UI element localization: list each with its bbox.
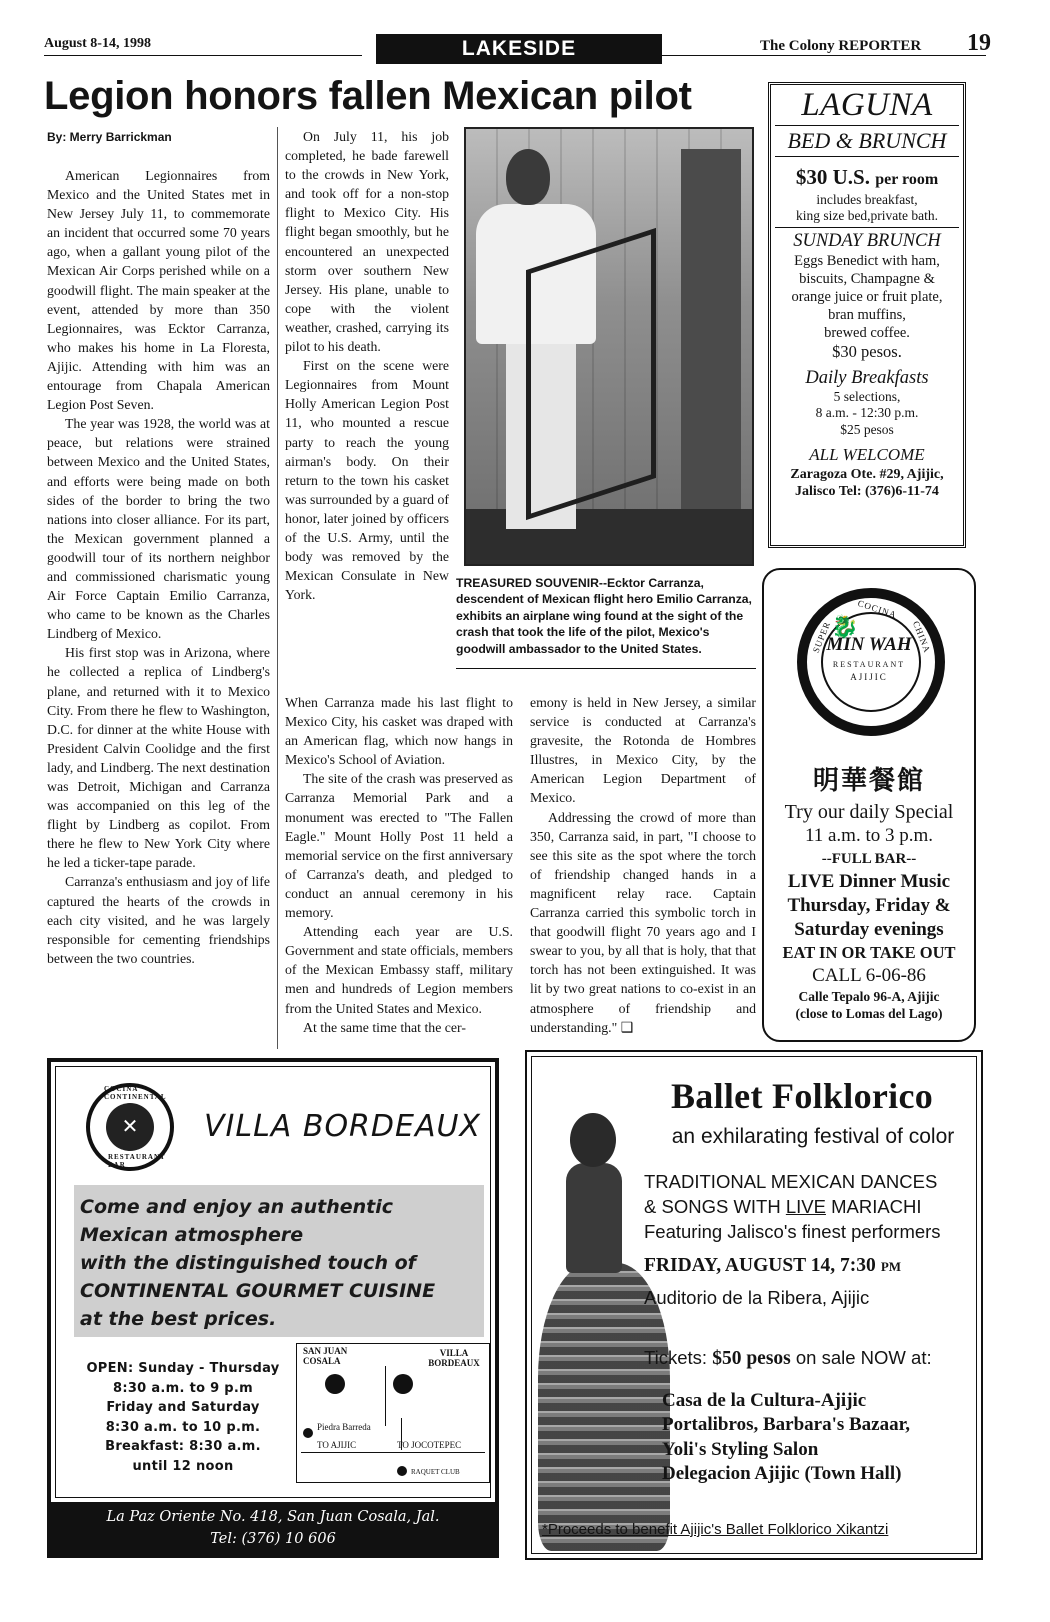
map-road — [385, 1366, 386, 1426]
article-byline: By: Merry Barrickman — [47, 130, 172, 144]
ad-line: CALL 6-06-86 — [812, 965, 926, 986]
ad-line: Saturday evenings — [794, 919, 944, 940]
article-photo — [464, 127, 754, 566]
ad-line: Try our daily Special — [784, 801, 954, 823]
brunch-heading: SUNDAY BRUNCH — [793, 230, 941, 251]
laguna-price — [771, 165, 963, 192]
ad-line: 11 a.m. to 3 p.m. — [804, 825, 934, 846]
article-paragraph: Carranza's enthusiasm and joy of life captured the hearts of the crowds in each city visited, and he was largely responsible for cementing friendships between the two countries. — [47, 874, 270, 966]
ad-line: Calle Tepalo 96-A, Ajijic — [798, 989, 940, 1004]
ballet-venue: Auditorio de la Ribera, Ajijic — [644, 1287, 870, 1308]
dancer-head — [570, 1113, 616, 1167]
villa-tagline — [74, 1185, 484, 1337]
map-marker-icon — [397, 1466, 407, 1476]
dragon-icon: 🐉 — [831, 614, 859, 639]
brunch-item: biscuits, Champagne & — [799, 270, 935, 287]
tickets-text: on sale NOW at: — [790, 1347, 932, 1368]
ballet-footnote: *Proceeds to benefit Ajijic's Ballet Folklorico Xikantzi — [542, 1521, 889, 1538]
tagline-line: with the distinguished touch of — [80, 1252, 416, 1274]
min-wah-details — [764, 800, 974, 1022]
ballet-line: Featuring Jalisco's finest performers — [644, 1221, 941, 1242]
ad-line: (close to Lomas del Lago) — [795, 1006, 943, 1021]
airplane-wing — [526, 228, 656, 520]
ad-line: --FULL BAR-- — [821, 851, 917, 867]
laguna-address: Jalisco Tel: (376)6-11-74 — [795, 484, 939, 500]
villa-seal — [86, 1083, 174, 1171]
article-column-4 — [530, 693, 756, 1037]
hours-line: 8:30 a.m. to 10 p.m. — [105, 1419, 261, 1435]
masthead-rule — [44, 55, 362, 56]
welcome-text: ALL WELCOME — [809, 445, 925, 465]
newspaper-name: The Colony REPORTER — [760, 38, 922, 54]
section-banner: LAKESIDE — [376, 34, 662, 64]
tickets-text: Tickets: — [644, 1347, 713, 1368]
caption-rule — [456, 668, 756, 669]
logo-text: CHINA — [910, 619, 933, 655]
article-column-2 — [285, 127, 449, 604]
laguna-includes: king size bed,private bath. — [795, 208, 939, 224]
tagline-line: at the best prices. — [80, 1308, 277, 1330]
map-label: VILLA BORDEAUX — [428, 1348, 480, 1368]
tagline-line: Come and enjoy an authentic — [80, 1196, 394, 1218]
seal-text: RESTAURANT BAR — [108, 1153, 166, 1169]
article-paragraph: On July 11, his job completed, he bade farewell to the crowds in New York, and took off for a non-stop flight to Mexico City. His flight began smoothly, but he encountered an unexpected storm over southern New Jersey. His plane, unable to cope with the violent weather, crashed, carrying its pilot to his death. — [285, 129, 449, 355]
laguna-includes: includes breakfast, — [816, 192, 918, 207]
breakfast-heading: Daily Breakfasts — [805, 367, 929, 388]
logo-text: SUPER — [810, 619, 833, 655]
ballet-subtitle: an exhilarating festival of color — [671, 1125, 955, 1148]
article-paragraph: First on the scene were Legionnaires from Mount Holly American Legion Post 11, who mounted a rescue party to reach the young airman's body. On their return to the town his casket was surrounded by a guard of honor, later joined by officers of the U.S. Army, until the body was removed by the Mexican Consulate in New York. — [285, 358, 449, 603]
column-divider — [277, 127, 278, 1049]
issue-date: August 8-14, 1998 — [44, 36, 151, 51]
masthead-rule — [650, 55, 986, 56]
breakfast-detail: $25 pesos — [840, 421, 894, 437]
ad-line: EAT IN OR TAKE OUT — [782, 943, 956, 962]
ballet-text: LIVE — [785, 1196, 826, 1217]
hours-line: OPEN: Sunday - Thursday — [86, 1361, 280, 1376]
ballet-details — [644, 1169, 974, 1310]
date-pm: PM — [880, 1259, 902, 1274]
villa-address: La Paz Oriente No. 418, San Juan Cosala, Jal. — [106, 1509, 440, 1525]
brunch-item: bran muffins, — [828, 306, 906, 323]
outlet: Delegacion Ajijic (Town Hall) — [662, 1463, 902, 1485]
tickets-price: $50 pesos — [712, 1348, 791, 1369]
tagline-line: Mexican atmosphere — [80, 1224, 304, 1246]
min-wah-ad — [762, 568, 976, 1042]
logo-text: RESTAURANT — [832, 660, 906, 669]
ad-line: LIVE Dinner Music — [787, 871, 951, 892]
crossed-utensils-icon: ✕ — [106, 1103, 154, 1151]
article-paragraph: His first stop was in Arizona, where he collected a replica of Lindberg's plane, and returned with it to Mexico City. From there he flew to Washington, D.C. for dinner at the white House with President Calvin Coolidge and the first lady, and Lindberg. The next destination was Detroit, Michigan and Carranza was accompanied on this leg of the flight by Lindberg as copilot. From there he flew to New York City where he led a ticker-tape parade. — [47, 645, 270, 871]
outlet: Portalibros, Barbara's Bazaar, — [662, 1414, 911, 1436]
map-marker-icon — [303, 1428, 313, 1438]
ad-rule — [775, 156, 959, 157]
ticket-outlets — [662, 1389, 974, 1487]
ballet-line: TRADITIONAL MEXICAN DANCES — [644, 1171, 938, 1192]
breakfast-detail: 5 selections, — [833, 388, 901, 404]
villa-bordeaux-ad — [47, 1058, 499, 1558]
hours-line: Breakfast: 8:30 a.m. — [105, 1439, 261, 1454]
map-marker-icon — [325, 1374, 345, 1394]
hours-line: until 12 noon — [132, 1458, 234, 1474]
laguna-title: LAGUNA — [801, 87, 933, 123]
map-marker-icon — [393, 1374, 413, 1394]
price-amount: $30 U.S. — [795, 165, 870, 189]
tagline-line: CONTINENTAL GOURMET CUISINE — [80, 1280, 436, 1302]
ad-rule — [775, 125, 959, 126]
map-highway — [301, 1452, 485, 1453]
laguna-subtitle: BED & BRUNCH — [787, 128, 947, 153]
article-column-3 — [285, 693, 513, 1037]
brunch-item: Eggs Benedict with ham, — [794, 252, 940, 269]
logo-text: COCINA — [856, 597, 899, 621]
article-paragraph: The site of the crash was preserved as Carranza Memorial Park and a monument was erected to "The Fallen Eagle." Mount Holly Post 11 held a memorial service on the first anniversary of Carranza's death, and pledged to conduct an annual ceremony in his memory. — [285, 771, 513, 921]
ad-line: Thursday, Friday & — [787, 895, 951, 916]
brunch-item: orange juice or fruit plate, — [791, 288, 943, 305]
map-label: RAQUET CLUB — [411, 1468, 460, 1476]
photo-man-head — [506, 149, 550, 205]
min-wah-logo — [797, 588, 945, 736]
logo-name: MIN WAH — [826, 634, 912, 655]
logo-text: AJIJIC — [850, 672, 888, 682]
map-label: TO JOCOTEPEC — [397, 1440, 462, 1450]
article-column-1 — [47, 166, 270, 968]
brunch-item: brewed coffee. — [824, 324, 910, 341]
price-unit: per room — [875, 171, 939, 188]
article-paragraph: emony is held in New Jersey, a similar service is conducted at Carranza's gravesite, the Rotonda de Hombres Illustres, in Mexico City, by the American Legion Department of Mexico. — [530, 695, 756, 806]
photo-door — [681, 149, 741, 549]
villa-footer — [51, 1502, 495, 1554]
villa-frame — [55, 1066, 491, 1498]
villa-phone: Tel: (376) 10 606 — [210, 1531, 336, 1547]
ballet-date — [644, 1252, 974, 1279]
article-paragraph: At the same time that the cer- — [303, 1019, 466, 1035]
ballet-text: & SONGS WITH — [644, 1196, 786, 1217]
article-paragraph: Addressing the crowd of more than 350, Carranza said, in part, "I choose to see this site as the spot where the torch of friendship changed hands in a magnificent relay race. Captain Carranza carried this symbolic torch in that goodwill flight 70 years ago and I swear to you, by all that is holy, that that torch has not been extinguished. It was lit by two great nations to co-exist in an atmosphere of friendship and understanding." ❑ — [530, 809, 756, 1035]
ballet-frame — [531, 1056, 977, 1554]
seal-text: COCINA CONTINENTAL — [104, 1085, 167, 1101]
ballet-title: Ballet Folklorico — [670, 1076, 934, 1116]
chinese-name: 明華餐館 — [812, 766, 925, 795]
laguna-address: Zaragoza Ote. #29, Ajijic, — [790, 467, 944, 483]
outlet: Yoli's Styling Salon — [662, 1438, 819, 1460]
article-paragraph: The year was 1928, the world was at peace, but relations were strained between Mexico and the United States, and efforts were being made on both sides of the border to bring the two nations into closer alliance. For its part, the Mexican government planned a goodwill tour of its northern neighbor and commissioned charismatic young Air Force Captain Emilio Carranza, who came to be known as the Charles Lindberg of Mexico. — [47, 416, 270, 642]
article-paragraph: When Carranza made his last flight to Mexico City, his casket was draped with an American flag, which now hangs in Mexico's School of Aviation. — [285, 695, 513, 768]
outlet: Casa de la Cultura-Ajijic — [662, 1390, 867, 1411]
laguna-ad — [768, 82, 966, 548]
dancer-torso — [566, 1163, 622, 1273]
ad-rule — [775, 227, 959, 228]
location-map — [296, 1343, 490, 1483]
map-label: SAN JUAN COSALA — [303, 1346, 348, 1366]
page-number: 19 — [967, 30, 991, 56]
ballet-text: MARIACHI — [825, 1196, 922, 1217]
map-label: Piedra Barreda — [317, 1422, 371, 1432]
villa-name: VILLA BORDEAUX — [204, 1109, 481, 1144]
article-paragraph: Attending each year are U.S. Government and state officials, members of the Mexican Embassy staff, military men and hundreds of Legion members from the United States and Mexico. — [285, 924, 513, 1016]
photo-caption: TREASURED SOUVENIR--Ecktor Carranza, descendent of Mexican flight hero Emilio Carranza, exhibits an airplane wing found at the sight of the crash that took the life of the pilot, Mexico's goodwill ambassador to the United States. — [456, 576, 752, 656]
article-headline: Legion honors fallen Mexican pilot — [44, 74, 692, 118]
breakfast-detail: 8 a.m. - 12:30 p.m. — [815, 405, 919, 421]
hours-line: 8:30 a.m. to 9 p.m — [112, 1380, 253, 1396]
brunch-price: $30 pesos. — [832, 341, 902, 361]
ballet-tickets — [644, 1347, 974, 1370]
ballet-line — [644, 1194, 974, 1219]
villa-hours — [78, 1359, 288, 1476]
map-label: TO AJIJIC — [317, 1440, 357, 1450]
ballet-folklorico-ad — [525, 1050, 983, 1560]
date-text: FRIDAY, AUGUST 14, 7:30 — [644, 1255, 876, 1276]
hours-line: Friday and Saturday — [106, 1400, 260, 1415]
article-paragraph: American Legionnaires from Mexico and the United States met in New Jersey July 11, to commemorate an incident that occurred some 70 years ago, when a gallant young pilot of the Mexican Air Corps perished while on a goodwill flight. The main speaker at the event, attended by more than 350 Legionnaires, was Ecktor Carranza, who makes his home in La Floresta, Ajijic. Attending with him was an entourage from Chapala American Legion Post Seven. — [47, 168, 270, 413]
